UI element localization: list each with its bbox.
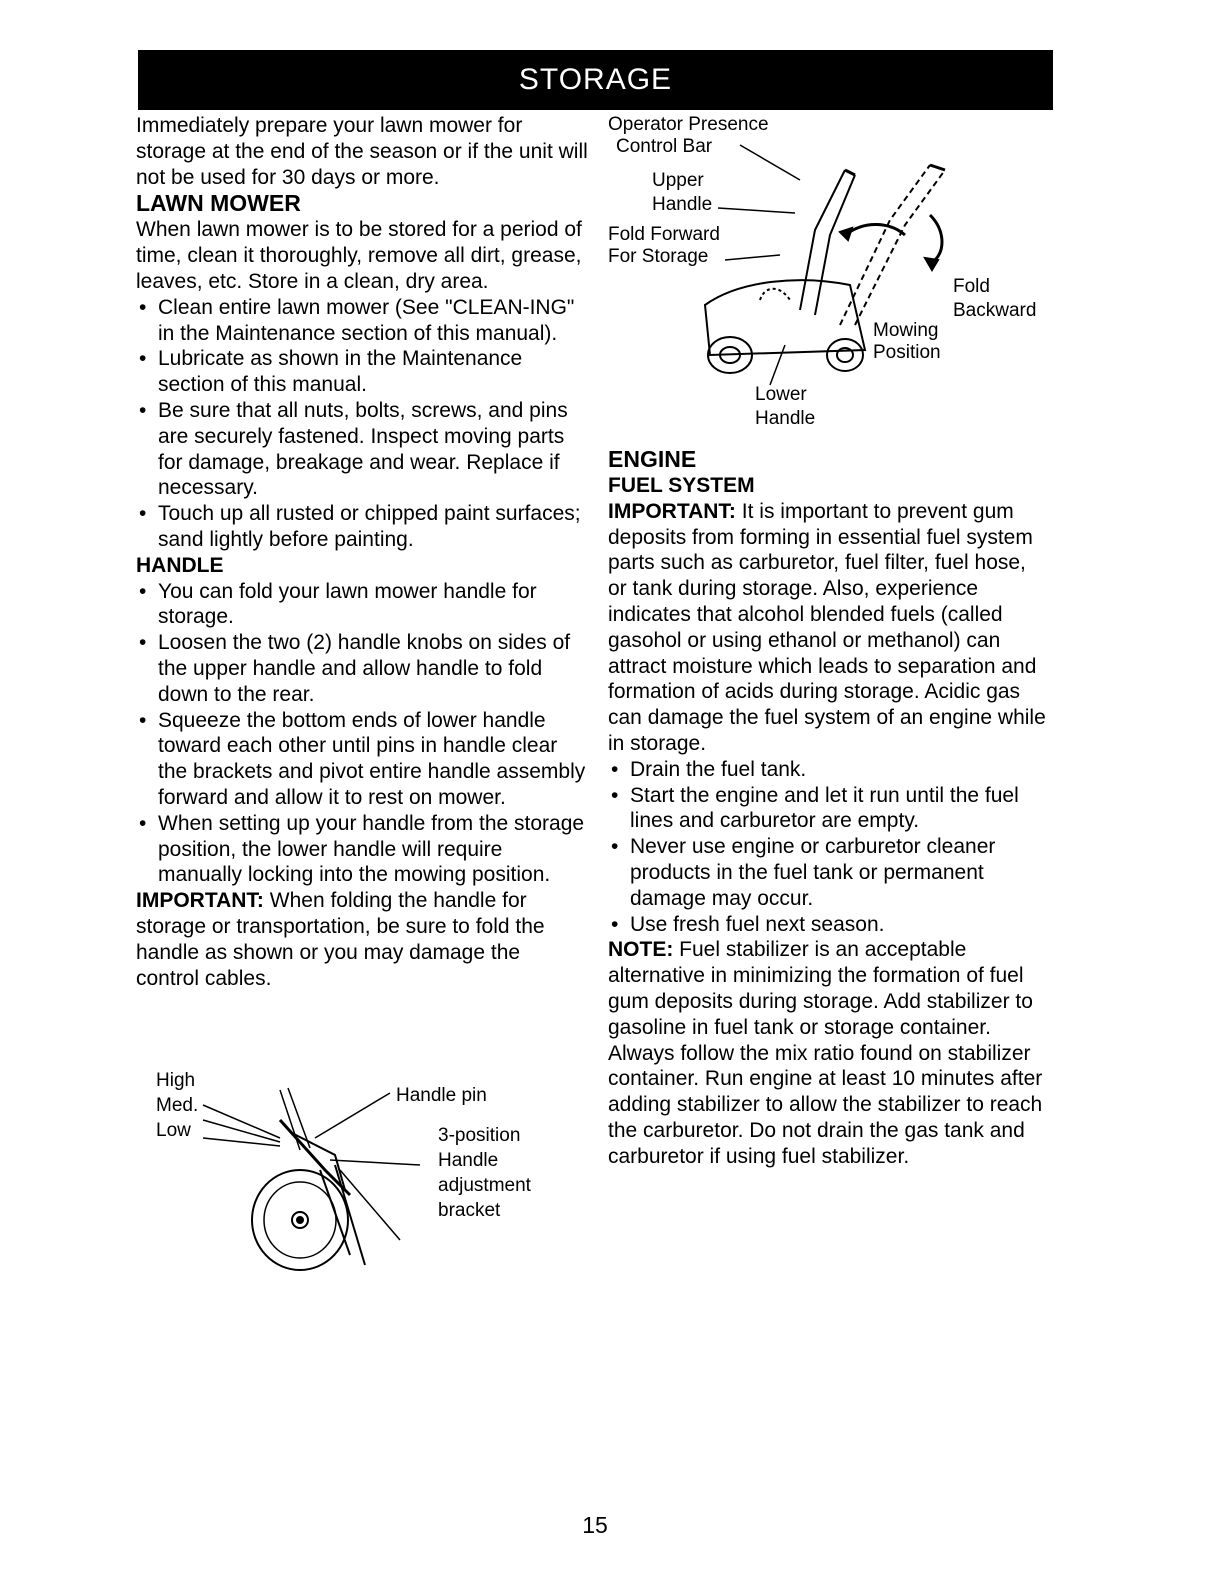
label-lower-handle: Handle [755, 408, 816, 429]
label-bracket-4: bracket [438, 1200, 501, 1221]
lawn-mower-bullet: • Touch up all rusted or chipped paint surfaces; sand lightly before painting. [136, 501, 588, 553]
label-handle-pin: Handle pin [396, 1085, 487, 1106]
label-bracket-3: adjustment [438, 1175, 531, 1196]
lawn-mower-bullet: • Be sure that all nuts, bolts, screws, and pins are securely fastened. Inspect moving parts for damage, breakage and wear. Replace if necessary. [136, 398, 588, 501]
important-label: IMPORTANT: [136, 889, 264, 913]
fold-arrow-curve [845, 224, 905, 235]
important-text: When folding the handle for storage or transportation, be sure to fold the handle as shown or you may damage the control cables. [136, 889, 545, 990]
label-bracket-2: Handle [438, 1150, 499, 1171]
label-control-bar: Control Bar [616, 136, 713, 157]
leader-fold-forward [725, 255, 780, 260]
lawn-mower-bullet: • Lubricate as shown in the Maintenance section of this manual. [136, 346, 588, 398]
note-text: Fuel stabilizer is an acceptable alternative in minimizing the formation of fuel gum deposits during storage. Add stabilizer to gasoline in fuel tank or storage container. Always follow the mix ratio found on stabilizer container. Run engine at least 10 minutes after adding stabilizer to allow the stabilizer to reach the carburetor. Do not drain the gas tank and carburetor if using fuel stabilizer. [608, 938, 1043, 1168]
page-number: 15 [582, 1512, 608, 1538]
upright-handle-right [855, 170, 945, 325]
fuel-important-label: IMPORTANT: [608, 499, 736, 523]
label-low: Low [156, 1120, 191, 1141]
label-upper-handle: Handle [652, 194, 713, 215]
left-column [136, 113, 588, 991]
handle-line-3 [340, 1170, 400, 1240]
note-paragraph [608, 937, 1048, 1169]
leader-handle-pin [315, 1093, 390, 1138]
upright-control-bar [930, 165, 945, 170]
folded-handle-left [800, 170, 845, 310]
leader-bracket [330, 1160, 420, 1165]
folded-handle-right [815, 175, 855, 315]
fuel-bullet: • Never use engine or carburetor cleaner products in the fuel tank or permanent damage may occur. [608, 834, 1048, 911]
handle-bullet: • When setting up your handle from the storage position, the lower handle will require manually locking into the mowing position. [136, 811, 588, 888]
leader-high [203, 1105, 280, 1138]
handle-heading: HANDLE [136, 553, 224, 577]
label-fold: Fold [953, 276, 990, 297]
label-for-storage: For Storage [608, 246, 709, 267]
lower-handle-rod [320, 1170, 350, 1255]
label-fold-forward: Fold Forward [608, 224, 720, 245]
handle-line [280, 1090, 300, 1150]
lawn-mower-paragraph: When lawn mower is to be stored for a period of time, clean it thoroughly, remove all dirt, grease, leaves, etc. Store in a clean, dry area. [136, 218, 582, 293]
label-bracket-1: 3-position [438, 1125, 521, 1146]
fuel-important-text: It is important to prevent gum deposits from forming in essential fuel system parts such as carburetor, fuel filter, fuel hose, or tank during storage. Also, experience indicates that alcohol blended fuels (called gasohol or using ethanol or methanol) can attract moisture which leads to separation and formation of acids during storage. Acidic gas can damage the fuel system of an engine while in storage. [608, 499, 1046, 755]
leader-lower-handle [770, 345, 785, 385]
fuel-important-paragraph [608, 499, 1048, 757]
engine-outline [760, 289, 790, 300]
label-med: Med. [156, 1095, 199, 1116]
important-paragraph [136, 888, 588, 991]
label-lower: Lower [755, 384, 807, 405]
note-label: NOTE: [608, 938, 674, 962]
label-operator-presence: Operator Presence [608, 114, 769, 135]
leader-upper-handle [718, 208, 795, 213]
handle-bullet: • You can fold your lawn mower handle for storage. [136, 579, 588, 631]
label-position: Position [873, 342, 941, 363]
lawn-mower-heading: LAWN MOWER [136, 190, 301, 217]
section-banner: STORAGE [138, 50, 1053, 110]
backward-arrow [930, 215, 942, 260]
mower-wheel-rear [827, 339, 863, 371]
label-backward: Backward [953, 300, 1037, 321]
wheel-axle [297, 1217, 303, 1223]
folded-control-bar [845, 170, 855, 175]
mower-fold-illustration [600, 110, 1050, 440]
fold-arrow-head [840, 228, 852, 240]
mower-deck [705, 280, 865, 355]
lawn-mower-bullet: • Clean entire lawn mower (See "CLEAN-ING" in the Maintenance section of this manual). [136, 295, 588, 347]
handle-bullet: • Squeeze the bottom ends of lower handle toward each other until pins in handle clear the brackets and pivot entire handle assembly forward and allow it to rest on mower. [136, 708, 588, 811]
backward-arrow-head [925, 258, 938, 270]
label-upper: Upper [652, 170, 704, 191]
handle-bullet: • Loosen the two (2) handle knobs on sides of the upper handle and allow handle to fold down to the rear. [136, 630, 588, 707]
handle-adjustment-illustration [140, 1060, 590, 1275]
fuel-bullet: • Drain the fuel tank. [608, 757, 1048, 783]
label-high: High [156, 1070, 196, 1091]
fuel-system-heading: FUEL SYSTEM [608, 474, 755, 497]
label-mowing: Mowing [873, 320, 939, 341]
engine-heading: ENGINE [608, 446, 697, 472]
fuel-bullet: • Start the engine and let it run until the fuel lines and carburetor are empty. [608, 783, 1048, 835]
fuel-bullet: • Use fresh fuel next season. [608, 912, 1048, 938]
intro-paragraph: Immediately prepare your lawn mower for storage at the end of the season or if the unit will not be used for 30 days or more. [136, 114, 588, 189]
right-column [608, 446, 1048, 1170]
leader-control-bar [740, 145, 800, 180]
